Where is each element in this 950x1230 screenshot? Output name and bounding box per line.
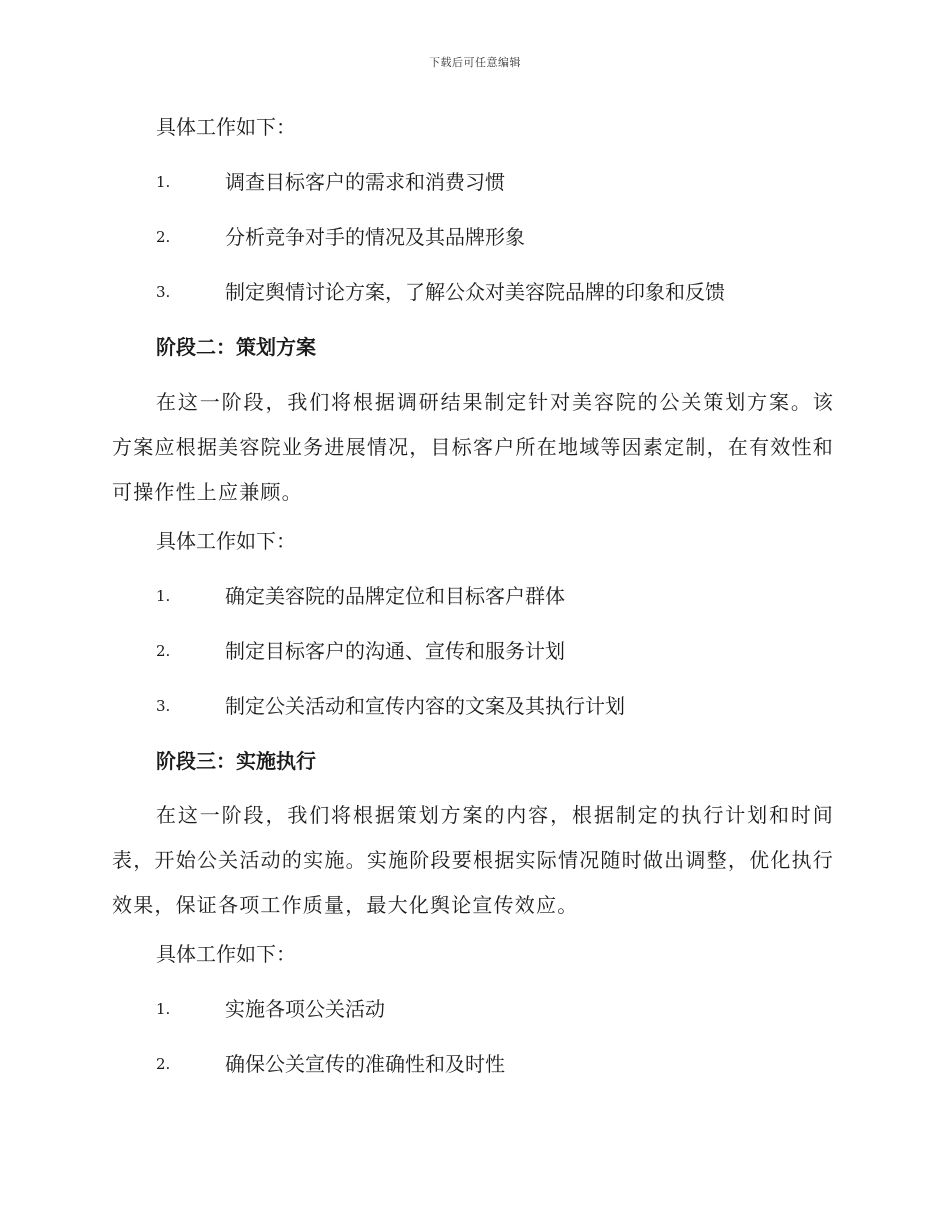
list-item-number: 2.: [156, 1055, 171, 1073]
list-item-number: 3.: [156, 283, 171, 301]
section3-heading: 阶段三：实施执行: [156, 749, 316, 773]
list-item-number: 1.: [156, 1000, 171, 1018]
list-item-number: 1.: [156, 173, 171, 191]
section2-intro: 具体工作如下：: [156, 529, 296, 553]
section3-intro: 具体工作如下：: [156, 942, 296, 966]
section2-paragraph: 在这一阶段，我们将根据调研结果制定针对美容院的公关策划方案。该方案应根据美容院业务进展情况，目标客户所在地域等因素定制，在有效性和可操作性上应兼顾。: [112, 390, 834, 504]
list-item: 分析竞争对手的情况及其品牌形象: [225, 225, 525, 249]
list-item: 制定舆情讨论方案，了解公众对美容院品牌的印象和反馈: [225, 280, 725, 304]
list-item-number: 1.: [156, 587, 171, 605]
section3-paragraph: 在这一阶段，我们将根据策划方案的内容，根据制定的执行计划和时间表，开始公关活动的实施。实施阶段要根据实际情况随时做出调整，优化执行效果，保证各项工作质量，最大化舆论宣传效应。: [112, 803, 834, 917]
list-item: 制定目标客户的沟通、宣传和服务计划: [225, 639, 565, 663]
list-item-number: 2.: [156, 642, 171, 660]
list-item: 确保公关宣传的准确性和及时性: [225, 1052, 505, 1076]
section2-heading: 阶段二：策划方案: [156, 335, 316, 359]
list-item: 确定美容院的品牌定位和目标客户群体: [225, 584, 565, 608]
list-item-number: 3.: [156, 697, 171, 715]
list-item: 实施各项公关活动: [225, 997, 385, 1021]
page-header: 下载后可任意编辑: [429, 56, 521, 69]
section1-intro: 具体工作如下：: [156, 115, 296, 139]
list-item: 调查目标客户的需求和消费习惯: [225, 170, 505, 194]
list-item: 制定公关活动和宣传内容的文案及其执行计划: [225, 694, 625, 718]
list-item-number: 2.: [156, 228, 171, 246]
